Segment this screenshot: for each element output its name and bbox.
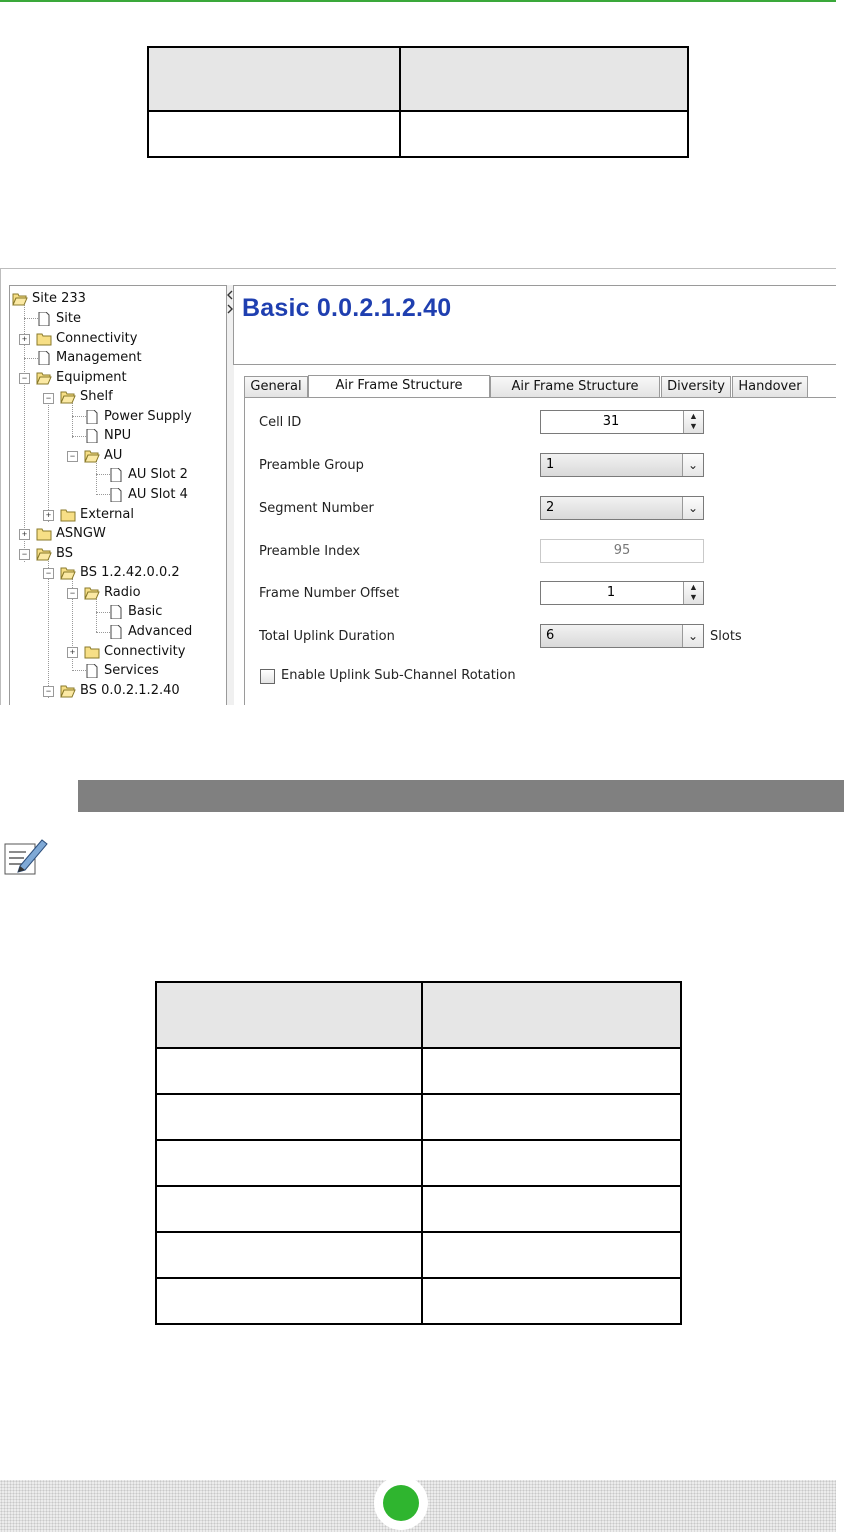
page-icon xyxy=(108,488,124,502)
section-bar xyxy=(78,780,844,812)
collapse-toggle-icon[interactable]: − xyxy=(43,393,54,404)
tree-label: Radio xyxy=(104,585,141,600)
open-folder-icon xyxy=(60,390,76,404)
collapse-toggle-icon[interactable]: − xyxy=(43,686,54,697)
open-folder-icon xyxy=(60,684,76,698)
table-header-cell xyxy=(148,47,400,111)
tree-label: Management xyxy=(56,350,142,365)
open-folder-icon xyxy=(84,586,100,600)
total-uplink-duration-label: Total Uplink Duration xyxy=(259,629,395,644)
tree-label: BS 0.0.2.1.2.40 xyxy=(80,683,180,698)
collapse-toggle-icon[interactable]: − xyxy=(67,588,78,599)
enable-rotation-checkbox[interactable] xyxy=(260,669,275,684)
folder-icon xyxy=(36,527,52,541)
table-header-cell xyxy=(422,982,681,1048)
page-icon xyxy=(108,605,124,619)
tab-handover[interactable]: Handover xyxy=(732,376,808,397)
tree-label: Services xyxy=(104,663,159,678)
table-cell xyxy=(422,1186,681,1232)
doc-table-bottom xyxy=(155,981,682,1325)
table-cell xyxy=(422,1048,681,1094)
frame-number-offset-stepper[interactable] xyxy=(540,581,704,605)
spinner-arrows-icon[interactable]: ▲ ▼ xyxy=(683,411,703,433)
preamble-index-field xyxy=(540,539,704,563)
table-header-cell xyxy=(156,982,422,1048)
table-cell xyxy=(156,1140,422,1186)
enable-rotation-label: Enable Uplink Sub-Channel Rotation xyxy=(281,668,516,683)
cell-id-value: 31 xyxy=(602,414,620,429)
tree-label: Site 233 xyxy=(32,291,86,306)
expand-toggle-icon[interactable]: + xyxy=(43,510,54,521)
page-icon xyxy=(84,429,100,443)
table-cell xyxy=(156,1048,422,1094)
page-title: Basic 0.0.2.1.2.40 xyxy=(242,294,452,322)
open-folder-icon xyxy=(60,566,76,580)
preamble-group-label: Preamble Group xyxy=(259,458,364,473)
frame-number-offset-label: Frame Number Offset xyxy=(259,586,400,601)
tree-label: AU Slot 4 xyxy=(128,487,188,502)
tree-label: Basic xyxy=(128,604,163,619)
doc-table-top xyxy=(147,46,689,158)
collapse-toggle-icon[interactable]: − xyxy=(43,568,54,579)
note-icon xyxy=(2,834,50,878)
table-cell xyxy=(422,1232,681,1278)
tree-label: Connectivity xyxy=(104,644,186,659)
segment-number-select[interactable] xyxy=(540,496,704,520)
segment-number-value: 2 xyxy=(546,500,555,515)
open-folder-icon xyxy=(84,449,100,463)
page-icon xyxy=(108,625,124,639)
page-icon xyxy=(36,312,52,326)
tree-label: BS xyxy=(56,546,73,561)
tree-label: AU xyxy=(104,448,123,463)
units-label: Slots xyxy=(710,629,742,644)
tree-label: Shelf xyxy=(80,389,113,404)
tree-label: NPU xyxy=(104,428,132,443)
preamble-index-label: Preamble Index xyxy=(259,544,361,559)
total-uplink-duration-value: 6 xyxy=(546,628,555,643)
table-cell xyxy=(422,1140,681,1186)
tab-air-frame-structure-zones[interactable]: Air Frame Structure xyxy=(490,376,660,397)
top-rule xyxy=(0,0,836,2)
navigation-tree xyxy=(9,285,227,705)
table-cell xyxy=(156,1232,422,1278)
preamble-index-value: 95 xyxy=(613,543,631,558)
folder-icon xyxy=(60,508,76,522)
tab-air-frame-structure-general[interactable]: Air Frame Structure xyxy=(308,375,490,398)
page-icon xyxy=(84,664,100,678)
preamble-group-value: 1 xyxy=(546,457,555,472)
open-folder-icon xyxy=(36,371,52,385)
tree-label: External xyxy=(80,507,134,522)
frame-number-offset-value: 1 xyxy=(606,585,616,600)
table-cell xyxy=(400,111,688,157)
table-cell xyxy=(156,1278,422,1324)
chevron-down-icon[interactable]: ⌄ xyxy=(682,497,703,519)
open-folder-icon xyxy=(12,292,28,306)
folder-icon xyxy=(84,645,100,659)
tree-label: Equipment xyxy=(56,370,127,385)
table-cell xyxy=(148,111,400,157)
page-icon xyxy=(84,410,100,424)
chevron-down-icon[interactable]: ⌄ xyxy=(682,625,703,647)
table-cell xyxy=(156,1094,422,1140)
expand-toggle-icon[interactable]: + xyxy=(67,647,78,658)
collapse-toggle-icon[interactable]: − xyxy=(67,451,78,462)
chevron-down-icon[interactable]: ⌄ xyxy=(682,454,703,476)
table-cell xyxy=(156,1186,422,1232)
tree-label: ASNGW xyxy=(56,526,106,541)
tree-label: Connectivity xyxy=(56,331,138,346)
tree-label: AU Slot 2 xyxy=(128,467,188,482)
segment-number-label: Segment Number xyxy=(259,501,374,516)
table-cell xyxy=(422,1094,681,1140)
total-uplink-duration-select[interactable] xyxy=(540,624,704,648)
tab-diversity[interactable]: Diversity xyxy=(661,376,731,397)
cell-id-stepper[interactable] xyxy=(540,410,704,434)
cell-id-label: Cell ID xyxy=(259,415,302,430)
folder-icon xyxy=(36,332,52,346)
tree-label: Advanced xyxy=(128,624,193,639)
page-icon xyxy=(36,351,52,365)
collapse-toggle-icon[interactable]: − xyxy=(19,549,30,560)
green-dot-icon xyxy=(383,1485,419,1521)
app-screenshot xyxy=(0,268,836,705)
collapse-toggle-icon[interactable]: − xyxy=(19,373,30,384)
tree-label: BS 1.2.42.0.0.2 xyxy=(80,565,180,580)
tree-label: Power Supply xyxy=(104,409,192,424)
expand-toggle-icon[interactable]: + xyxy=(19,334,30,345)
open-folder-icon xyxy=(36,547,52,561)
tab-general[interactable]: General xyxy=(244,376,308,397)
tree-label: Site xyxy=(56,311,81,326)
expand-toggle-icon[interactable]: + xyxy=(19,529,30,540)
table-header-cell xyxy=(400,47,688,111)
table-cell xyxy=(422,1278,681,1324)
preamble-group-select[interactable] xyxy=(540,453,704,477)
page-icon xyxy=(108,468,124,482)
spinner-arrows-icon[interactable]: ▲ ▼ xyxy=(683,582,703,604)
